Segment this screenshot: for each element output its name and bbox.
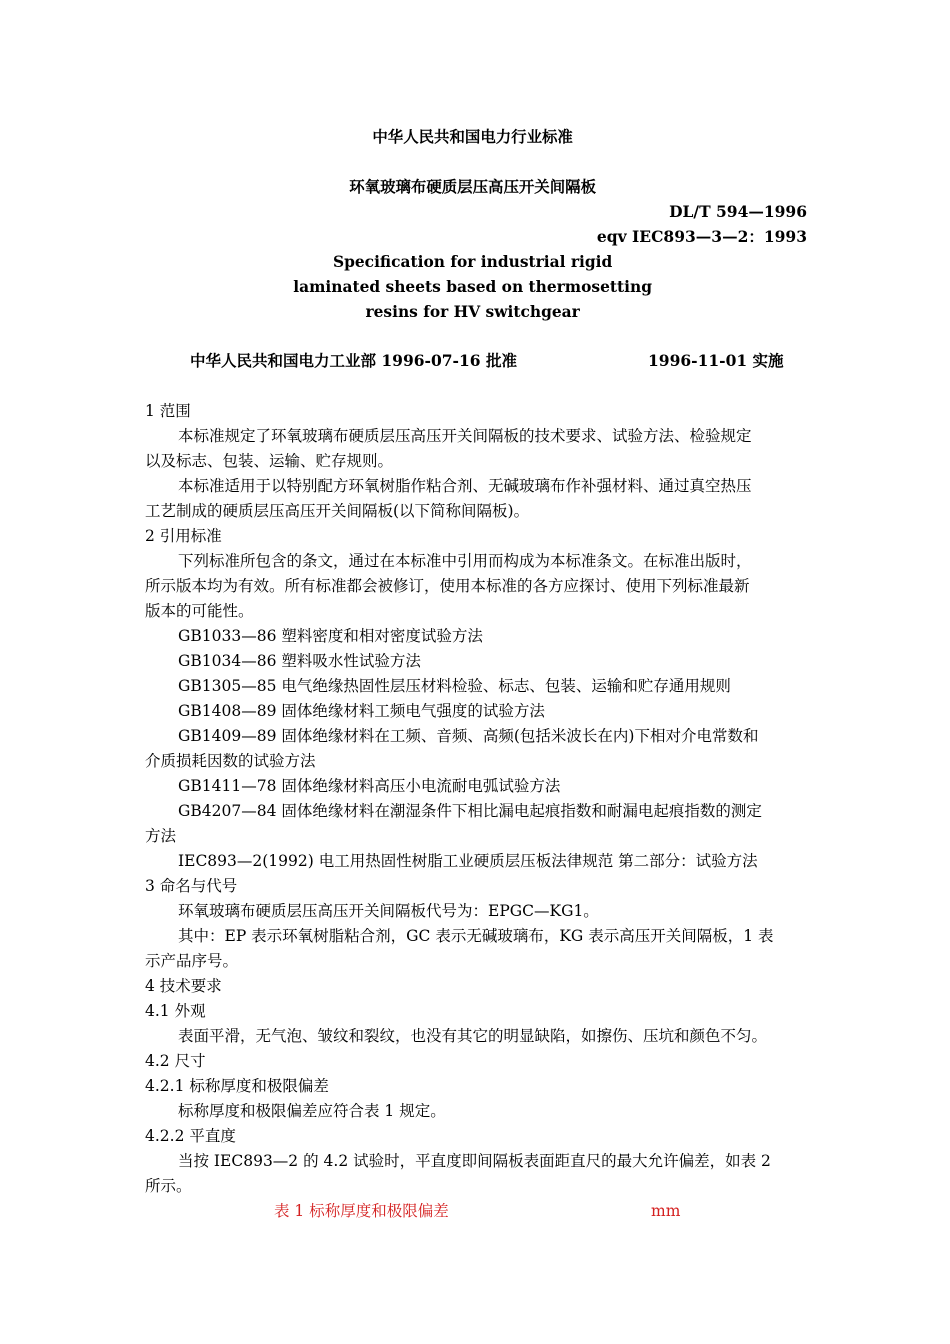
reference-item: GB4207—84 固体绝缘材料在潮湿条件下相比漏电起痕指数和耐漏电起痕指数的测定 bbox=[178, 802, 762, 820]
doc-title: 环氧玻璃布硬质层压高压开关间隔板 bbox=[349, 177, 597, 196]
section-4-2-2-heading: 4.2.2 平直度 bbox=[145, 1127, 236, 1145]
paragraph-line: 环氧玻璃布硬质层压高压开关间隔板代号为：EPGC—KG1。 bbox=[178, 902, 599, 920]
equivalent-standard: eqv IEC893—3—2：1993 bbox=[596, 227, 807, 246]
paragraph-line: 所示。 bbox=[145, 1177, 192, 1195]
paragraph-line: 当按 IEC893—2 的 4.2 试验时，平直度即间隔板表面距直尺的最大允许偏差，如表 2 bbox=[178, 1152, 771, 1170]
section-2-heading: 2 引用标准 bbox=[145, 527, 222, 545]
paragraph-line: 下列标准所包含的条文，通过在本标准中引用而构成为本标准条文。在标准出版时， bbox=[178, 552, 752, 570]
reference-item-continued: 方法 bbox=[145, 827, 177, 845]
paragraph-line: 本标准规定了环氧玻璃布硬质层压高压开关间隔板的技术要求、试验方法、检验规定 bbox=[178, 427, 752, 445]
paragraph-line: 示产品序号。 bbox=[145, 952, 239, 970]
section-4-1-heading: 4.1 外观 bbox=[145, 1002, 206, 1020]
reference-item: GB1411—78 固体绝缘材料高压小电流耐电弧试验方法 bbox=[178, 777, 561, 795]
paragraph-line: 版本的可能性。 bbox=[145, 602, 254, 620]
section-4-2-1-heading: 4.2.1 标称厚度和极限偏差 bbox=[145, 1077, 329, 1095]
section-4-heading: 4 技术要求 bbox=[145, 977, 222, 995]
section-4-2-heading: 4.2 尺寸 bbox=[145, 1052, 206, 1070]
effective-date: 1996-11-01 实施 bbox=[648, 351, 784, 370]
paragraph-line: 以及标志、包装、运输、贮存规则。 bbox=[145, 452, 394, 470]
reference-item: GB1033—86 塑料密度和相对密度试验方法 bbox=[178, 627, 483, 645]
reference-item: GB1409—89 固体绝缘材料在工频、音频、高频(包括米波长在内)下相对介电常数和 bbox=[178, 727, 759, 745]
standard-number: DL/T 594—1996 bbox=[669, 202, 807, 221]
paragraph-line: 表面平滑，无气泡、皱纹和裂纹，也没有其它的明显缺陷，如擦伤、压坑和颜色不匀。 bbox=[178, 1027, 768, 1045]
section-3-heading: 3 命名与代号 bbox=[145, 877, 238, 895]
english-title-line-1: Specification for industrial rigid bbox=[332, 252, 613, 271]
reference-item: GB1034—86 塑料吸水性试验方法 bbox=[178, 652, 421, 670]
english-title-line-3: resins for HV switchgear bbox=[365, 302, 580, 321]
reference-item-continued: 介质损耗因数的试验方法 bbox=[145, 752, 316, 770]
paragraph-line: 所示版本均为有效。所有标准都会被修订，使用本标准的各方应探讨、使用下列标准最新 bbox=[145, 577, 750, 595]
paragraph-line: 工艺制成的硬质层压高压开关间隔板(以下简称间隔板)。 bbox=[145, 502, 530, 520]
section-1-heading: 1 范围 bbox=[145, 402, 191, 420]
approval-date: 中华人民共和国电力工业部 1996-07-16 批准 bbox=[190, 351, 517, 370]
paragraph-line: 标称厚度和极限偏差应符合表 1 规定。 bbox=[178, 1102, 446, 1120]
table-1-caption: 表 1 标称厚度和极限偏差 bbox=[274, 1202, 449, 1220]
org-title: 中华人民共和国电力行业标准 bbox=[372, 127, 573, 146]
reference-item: IEC893—2(1992) 电工用热固性树脂工业硬质层压板法律规范 第二部分：试验方法 bbox=[178, 852, 758, 870]
english-title-line-2: laminated sheets based on thermosetting bbox=[293, 277, 653, 296]
reference-item: GB1408—89 固体绝缘材料工频电气强度的试验方法 bbox=[178, 702, 545, 720]
paragraph-line: 其中：EP 表示环氧树脂粘合剂，GC 表示无碱玻璃布，KG 表示高压开关间隔板，1 表 bbox=[178, 927, 774, 945]
table-1-unit: mm bbox=[651, 1202, 681, 1220]
reference-item: GB1305—85 电气绝缘热固性层压材料检验、标志、包装、运输和贮存通用规则 bbox=[178, 677, 731, 695]
paragraph-line: 本标准适用于以特别配方环氧树脂作粘合剂、无碱玻璃布作补强材料、通过真空热压 bbox=[178, 477, 752, 495]
